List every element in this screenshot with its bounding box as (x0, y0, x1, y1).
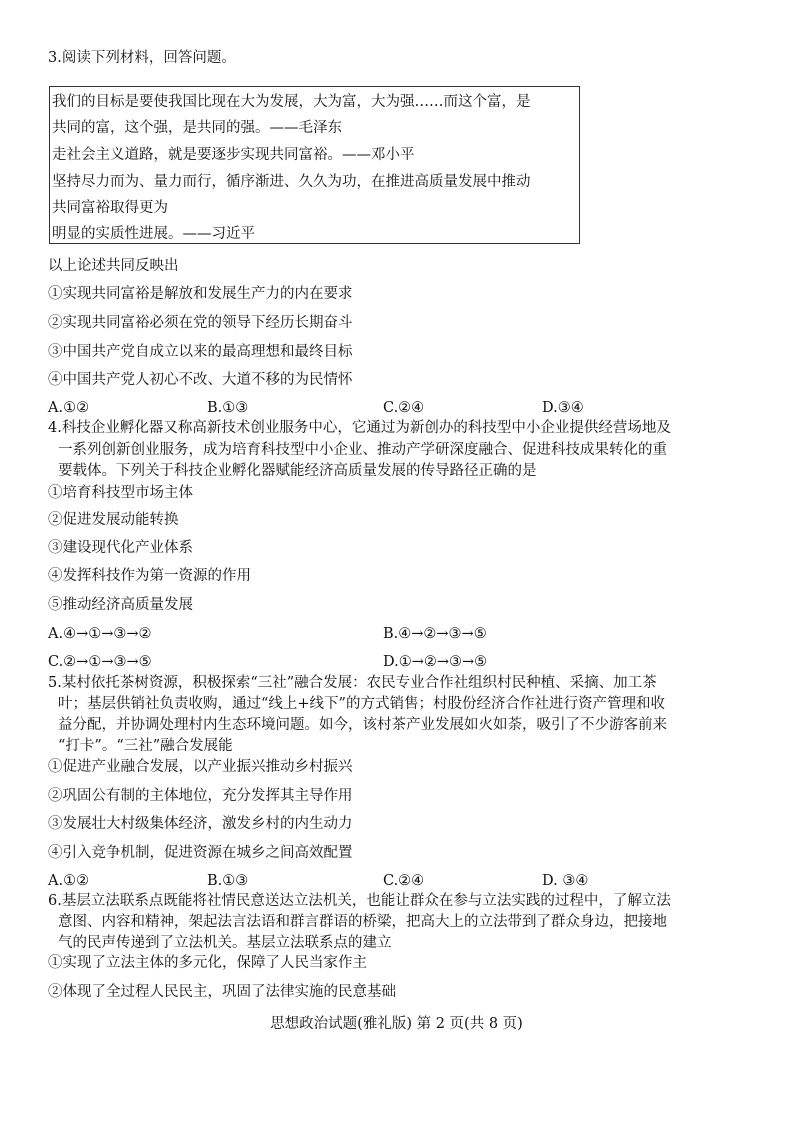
quote-line: 共同富裕取得更为 (52, 200, 168, 216)
q6-item: ①实现了立法主体的多元化，保障了人民当家作主 (48, 955, 367, 971)
q3-stem: 以上论述共同反映出 (48, 258, 179, 274)
q5-option-a: A.①② (48, 873, 90, 889)
quote-line: 我们的目标是要使我国比现在大为发展，大为富，大为强……而这个富，是 (52, 94, 531, 110)
q5-option-c: C.②④ (383, 873, 425, 889)
q6-stem-line: 气的民声传递到了立法机关。基层立法联系点的建立 (58, 935, 392, 951)
q5-stem-line: 叶；基层供销社负责收购，通过“线上+线下”的方式销售；村股份经济合作社进行资产管理和收 (58, 696, 665, 712)
q5-option-d: D. ③④ (542, 873, 589, 889)
quote-line: 坚持尽力而为、量力而行，循序渐进、久久为功，在推进高质量发展中推动 (52, 174, 531, 190)
page-footer: 思想政治试题(雅礼版) 第 2 页(共 8 页) (270, 1016, 523, 1032)
quote-line: 共同的富，这个强，是共同的强。——毛泽东 (52, 120, 342, 136)
q3-item: ②实现共同富裕必须在党的领导下经历长期奋斗 (48, 315, 353, 331)
q3-option-b: B.①③ (207, 400, 249, 416)
q3-option-c: C.②④ (383, 400, 425, 416)
quote-line: 走社会主义道路，就是要逐步实现共同富裕。——邓小平 (52, 147, 415, 163)
q4-stem-line: 一系列创新创业服务，成为培育科技型中小企业、推动产学研深度融合、促进科技成果转化的重 (58, 442, 667, 458)
q4-item: ②促进发展动能转换 (48, 512, 179, 528)
q3-item: ①实现共同富裕是解放和发展生产力的内在要求 (48, 286, 353, 302)
quote-line: 明显的实质性进展。——习近平 (52, 226, 255, 242)
q6-stem-line: 意图、内容和精神，架起法言法语和群言群语的桥梁，把高大上的立法带到了群众身边，把接地 (58, 914, 667, 930)
q4-item: ④发挥科技作为第一资源的作用 (48, 568, 251, 584)
q4-option-c: C.②→①→③→⑤ (48, 654, 152, 670)
q6-stem-line: 6.基层立法联系点既能将社情民意送达立法机关，也能让群众在参与立法实践的过程中，了解立法 (48, 893, 671, 909)
q3-item: ③中国共产党自成立以来的最高理想和最终目标 (48, 344, 353, 360)
q4-option-a: A.④→①→③→② (48, 626, 152, 642)
q5-item: ②巩固公有制的主体地位，充分发挥其主导作用 (48, 788, 353, 804)
q6-item: ②体现了全过程人民民主，巩固了法律实施的民意基础 (48, 984, 396, 1000)
q3-item: ④中国共产党人初心不改、大道不移的为民情怀 (48, 372, 353, 388)
q4-stem-line: 4.科技企业孵化器又称高新技术创业服务中心，它通过为新创办的科技型中小企业提供经营场地及 (48, 420, 671, 436)
q3-option-d: D.③④ (542, 400, 584, 416)
q4-option-d: D.①→②→③→⑤ (383, 654, 488, 670)
q5-item: ③发展壮大村级集体经济，激发乡村的内生动力 (48, 816, 353, 832)
q5-stem-line: 5.某村依托茶树资源，积极探索“三社”融合发展：农民专业合作社组织村民种植、采摘、加工茶 (48, 675, 657, 691)
q4-item: ③建设现代化产业体系 (48, 540, 193, 556)
q5-item: ④引入竞争机制，促进资源在城乡之间高效配置 (48, 845, 353, 861)
q5-stem-line: “打卡”。“三社”融合发展能 (58, 738, 233, 754)
q5-option-b: B.①③ (207, 873, 249, 889)
q3-heading: 3.阅读下列材料，回答问题。 (48, 50, 236, 66)
q4-item: ⑤推动经济高质量发展 (48, 597, 193, 613)
q4-stem-line: 要载体。下列关于科技企业孵化器赋能经济高质量发展的传导路径正确的是 (58, 463, 537, 479)
q4-option-b: B.④→②→③→⑤ (383, 626, 487, 642)
q5-item: ①促进产业融合发展，以产业振兴推动乡村振兴 (48, 759, 353, 775)
q3-option-a: A.①② (48, 400, 90, 416)
q4-item: ①培育科技型市场主体 (48, 485, 193, 501)
q5-stem-line: 益分配，并协调处理村内生态环境问题。如今，该村茶产业发展如火如荼，吸引了不少游客前来 (58, 717, 667, 733)
